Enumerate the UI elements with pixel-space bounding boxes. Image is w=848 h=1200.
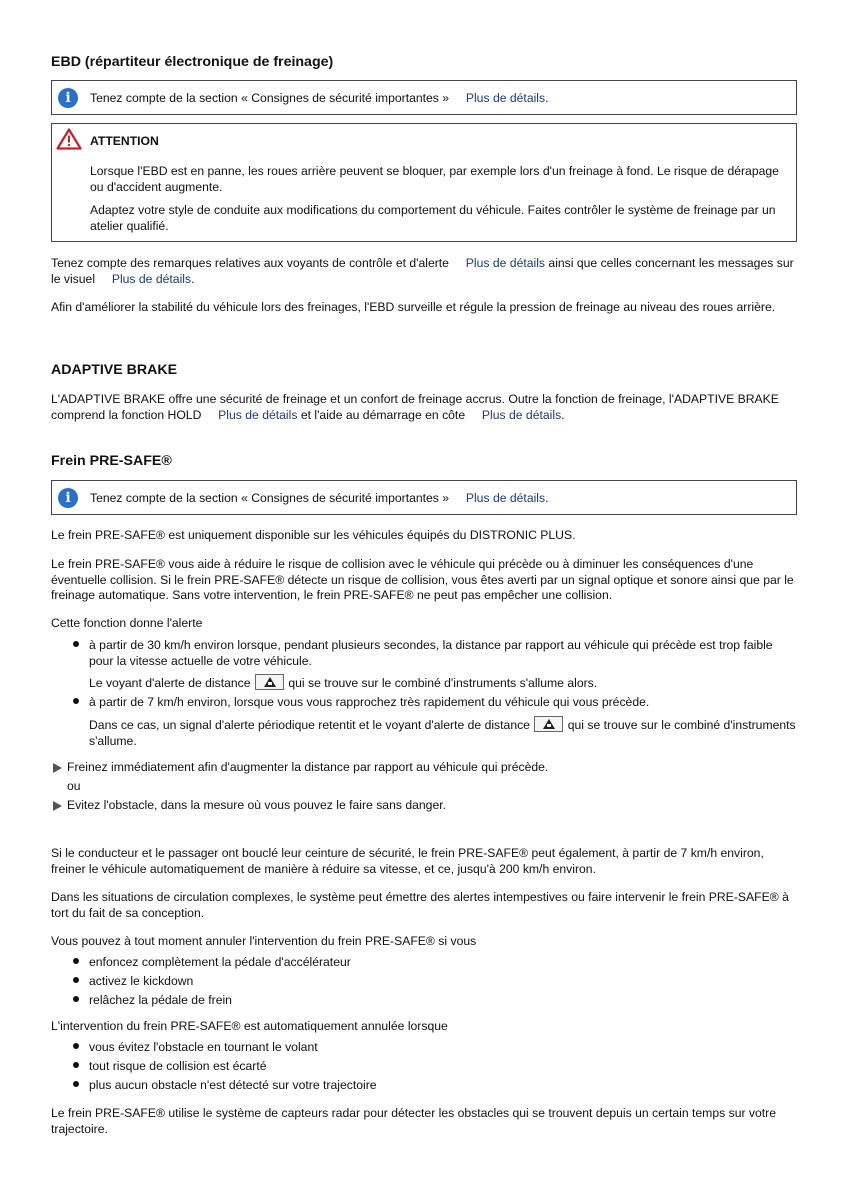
section-title-ebd: EBD (répartiteur électronique de freinage) — [51, 54, 334, 70]
action-item: Evitez l'obstacle, dans la mesure où vous pouvez le faire sans danger. — [67, 798, 447, 812]
presafe-paragraph-5: Dans les situations de circulation complexes, le système peut émettre des alertes intempestives ou faire intervenir le frein PRE-SAFE® à tort du fait de sa conception. — [51, 890, 789, 920]
presafe-paragraph-7: L'intervention du frein PRE-SAFE® est automatiquement annulée lorsque — [51, 1019, 448, 1033]
action-arrow-icon — [53, 763, 62, 773]
presafe-paragraph-3: Cette fonction donne l'alerte — [51, 616, 203, 630]
bullet-icon — [73, 977, 79, 983]
distance-warning-lamp-icon — [255, 674, 284, 690]
bullet-icon — [73, 1043, 79, 1049]
or-label: ou — [67, 779, 81, 793]
warning-triangle-icon — [56, 128, 82, 150]
presafe-paragraph-2: Le frein PRE-SAFE® vous aide à réduire le risque de collision avec le véhicule qui précède ou à diminuer les conséquences d'une éventuelle collision. Si le frein PRE-SAFE® détecte un risque de collision, vous êtes averti par un signal optique et sonore ainsi que par le freinage automatique. Sans votre intervention, le frein PRE-SAFE® ne peut pas empêcher une collision. — [51, 557, 794, 603]
list-item-sub-text-a: Le voyant d'alerte de distance — [89, 676, 251, 690]
ebd-paragraph-1-text-a: Tenez compte des remarques relatives aux voyants de contrôle et d'alerte — [51, 256, 449, 270]
list-item: activez le kickdown — [89, 974, 194, 988]
warning-box-ebd — [51, 123, 797, 242]
list-item-sub-text-a: Dans ce cas, un signal d'alerte périodique retentit et le voyant d'alerte de distance — [89, 718, 530, 732]
attention-title: ATTENTION — [90, 134, 159, 148]
info-box-ebd — [51, 80, 797, 115]
info-text-label: Tenez compte de la section « Consignes de sécurité importantes » — [90, 491, 450, 505]
list-item: relâchez la pédale de frein — [89, 993, 232, 1007]
list-item: à partir de 7 km/h environ, lorsque vous vous rapprochez très rapidement du véhicule qui vous précède. — [89, 695, 650, 709]
list-item: à partir de 30 km/h environ lorsque, pendant plusieurs secondes, la distance par rapport au véhicule qui précède est trop faible pour la vitesse actuelle de votre véhicule. — [89, 638, 773, 668]
action-arrow-icon — [53, 801, 62, 811]
details-link[interactable]: Plus de détails — [218, 407, 298, 422]
list-item-sub-text-b: qui se trouve sur le combiné d'instruments s'allume alors. — [288, 676, 598, 690]
attention-paragraph-2: Adaptez votre style de conduite aux modifications du comportement du véhicule. Faites contrôler le système de freinage par un atelier qualifié. — [90, 203, 776, 233]
list-item: vous évitez l'obstacle en tournant le volant — [89, 1040, 318, 1054]
presafe-paragraph-6: Vous pouvez à tout moment annuler l'intervention du frein PRE-SAFE® si vous — [51, 934, 477, 948]
list-item: tout risque de collision est écarté — [89, 1059, 267, 1073]
section-title-adaptive-brake: ADAPTIVE BRAKE — [51, 362, 178, 378]
ebd-paragraph-1-text-b: ainsi que celles concernant les messages sur le visuel — [51, 256, 794, 286]
details-link[interactable]: Plus de détails — [465, 256, 546, 270]
adaptive-paragraph-text-a: L'ADAPTIVE BRAKE offre une sécurité de freinage et un confort de freinage accrus. Outre la fonction de freinage, l'ADAPTIVE BRAKE comprend la fonction HOLD — [51, 392, 779, 422]
details-link[interactable]: Plus de détails — [465, 491, 546, 505]
action-item: Freinez immédiatement afin d'augmenter la distance par rapport au véhicule qui précède. — [67, 760, 549, 774]
list-item-sub — [89, 674, 799, 692]
ebd-paragraph-2: Afin d'améliorer la stabilité du véhicule lors des freinages, l'EBD surveille et régule la pression de freinage au niveau des roues arrière. — [51, 300, 776, 314]
presafe-paragraph-1: Le frein PRE-SAFE® est uniquement disponible sur les véhicules équipés du DISTRONIC PLUS. — [51, 528, 576, 542]
adaptive-paragraph-text-b: et l'aide au démarrage en côte — [300, 407, 466, 422]
distance-warning-lamp-icon — [534, 716, 563, 732]
info-icon: i — [58, 488, 78, 508]
presafe-paragraph-8: Le frein PRE-SAFE® utilise le système de capteurs radar pour détecter les obstacles qui se trouvent depuis un certain temps sur votre trajectoire. — [51, 1106, 777, 1136]
bullet-icon — [73, 1081, 79, 1087]
details-link[interactable]: Plus de détails — [111, 271, 192, 286]
bullet-icon — [73, 958, 79, 964]
details-link[interactable]: Plus de détails — [481, 407, 562, 422]
details-link[interactable]: Plus de détails — [465, 91, 546, 105]
bullet-icon — [73, 641, 79, 647]
section-title-presafe: Frein PRE-SAFE® — [51, 453, 172, 469]
bullet-icon — [73, 996, 79, 1002]
list-item: plus aucun obstacle n'est détecté sur votre trajectoire — [89, 1078, 377, 1092]
list-item: enfoncez complètement la pédale d'accélérateur — [89, 955, 351, 969]
bullet-icon — [73, 1062, 79, 1068]
info-box-presafe — [51, 480, 797, 515]
list-item-sub — [89, 716, 799, 749]
presafe-paragraph-4: Si le conducteur et le passager ont bouclé leur ceinture de sécurité, le frein PRE-SAFE® peut également, à partir de 7 km/h environ, freiner le véhicule automatiquement de manière à réduire sa vitesse, et ce, jusqu'à 200 km/h environ. — [51, 846, 764, 876]
ebd-paragraph-1: Tenez compte des remarques relatives aux voyants de contrôle et d'alerte Plus de détails ainsi que celles concernant les messages sur le visuel Plus de détails. — [51, 256, 794, 286]
info-icon: i — [58, 88, 78, 108]
adaptive-paragraph-1: L'ADAPTIVE BRAKE offre une sécurité de freinage et un confort de freinage accrus. Outre la fonction de freinage, l'ADAPTIVE BRAKE comprend la fonction HOLD Plus de détails et l'aide au démarrage en côte Plus de détails. — [51, 392, 779, 422]
info-text: Tenez compte de la section « Consignes de sécurité importantes » Plus de détails. — [90, 91, 549, 105]
list-item-sub-text-b: qui se trouve sur le combiné d'instruments s'allume. — [89, 718, 796, 748]
info-text-label: Tenez compte de la section « Consignes de sécurité importantes » — [90, 91, 450, 105]
bullet-icon — [73, 698, 79, 704]
info-text: Tenez compte de la section « Consignes de sécurité importantes » Plus de détails. — [90, 491, 549, 505]
attention-paragraph-1: Lorsque l'EBD est en panne, les roues arrière peuvent se bloquer, par exemple lors d'un freinage à fond. Le risque de dérapage ou d'accident augmente. — [90, 164, 779, 194]
